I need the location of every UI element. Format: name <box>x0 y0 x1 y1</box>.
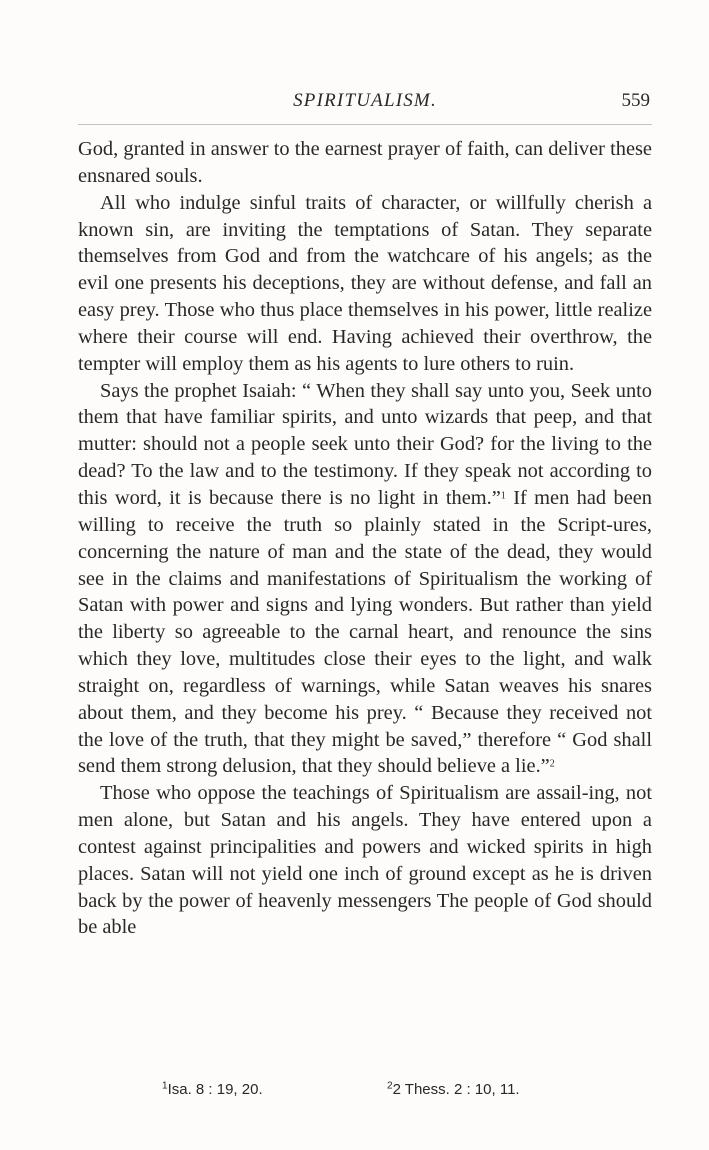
footnote-reference-1: 1 <box>500 490 506 502</box>
chapter-text <box>78 136 652 941</box>
footnotes <box>162 1080 582 1104</box>
footnote-marker-1: 1 <box>162 1080 168 1092</box>
paragraph-isaiah-continuation: If men had been willing to receive the truth so plainly stated in the Script-ures, concerning the nature of man and the state of the dead, they would see in the claims and manifestations of Spiritualism the working of Satan with power and signs and lying wonders. But rather than yield the liberty so agreeable to the carnal heart, and renounce the sins which they love, multitudes close their eyes to the light, and walk straight on, regardless of warnings, while Satan weaves his snares about them, and they become his prey. “ Because they received not the love of the truth, that they might be saved,” therefore “ God shall send them strong delusion, that they should believe a lie.” <box>78 486 652 778</box>
paragraph-opponents: Those who oppose the teachings of Spiritualism are assail-ing, not men alone, but Satan and his angels. They have entered upon a contest against principalities and powers and wicked spirits in high places. Satan will not yield one inch of ground except as he is driven back by the power of heavenly messengers The people of God should be able <box>78 782 652 939</box>
paragraph-isaiah-text: Says the prophet Isaiah: “ When they shall say unto you, Seek unto them that have familiar spirits, and unto wizards that peep, and that mutter: should not a people seek unto their God? for the living to the dead? To the law and to the testimony. If they speak not according to this word, it is because there is no light in them.” <box>78 379 652 509</box>
footnote-text-1: Isa. 8 : 19, 20. <box>167 1081 263 1098</box>
header-rule <box>78 124 652 125</box>
page-number: 559 <box>621 90 650 111</box>
running-header <box>78 88 652 118</box>
paragraph-isaiah <box>78 378 652 781</box>
footnote-text-2: 2 Thess. 2 : 10, 11. <box>392 1081 520 1098</box>
footnote-1 <box>162 1080 263 1100</box>
footnote-marker-2: 2 <box>387 1080 393 1092</box>
paragraph-continuation: God, granted in answer to the earnest prayer of faith, can deliver these ensnared souls. <box>78 138 652 187</box>
running-title: SPIRITUALISM. <box>293 90 437 111</box>
footnote-2 <box>387 1080 520 1100</box>
paragraph-sinful-traits: All who indulge sinful traits of character, or willfully cherish a known sin, are inviting the temptations of Satan. They separate themselves from God and from the watchcare of his angels; as the evil one presents his deceptions, they are without defense, and fall an easy prey. Those who thus place themselves in his power, little realize where their course will end. Having achieved their overthrow, the tempter will employ them as his agents to lure others to ruin. <box>78 191 652 375</box>
footnote-reference-2: 2 <box>549 758 555 770</box>
